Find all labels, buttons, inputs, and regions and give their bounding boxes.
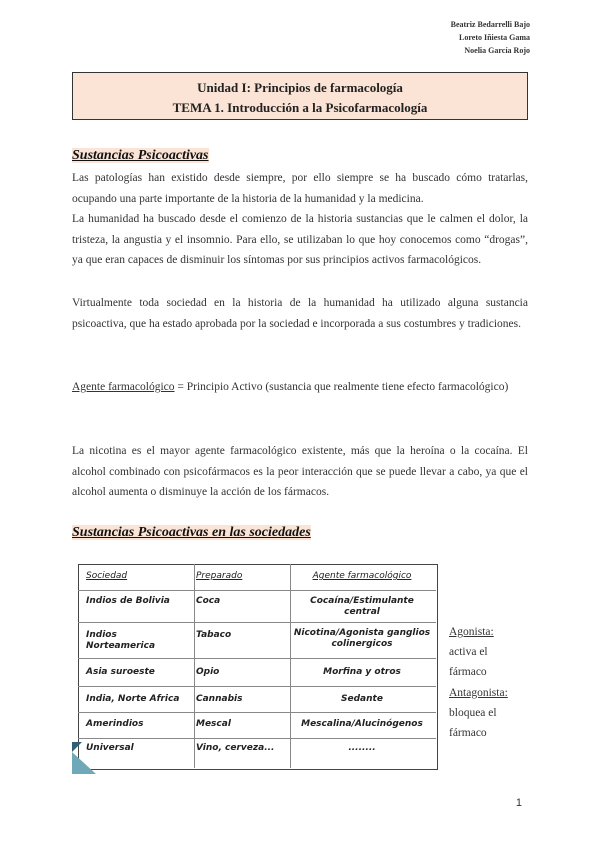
definition-paragraph [72, 377, 528, 398]
unit-title: Unidad I: Principios de farmacología [197, 80, 403, 95]
column-header: Sociedad [86, 571, 128, 581]
agonist-note [449, 622, 494, 682]
agent-cell: Cocaína/Estimulante central [310, 596, 414, 617]
society-cell: Amerindios [86, 719, 144, 729]
section-heading [72, 148, 209, 164]
agent-cell: Nicotina/Agonista ganglios colinergicos [293, 628, 431, 649]
table-row [78, 712, 436, 739]
defined-term: Agente farmacológico [72, 381, 175, 393]
author-name: Loreto Iñiesta Gama [459, 33, 530, 42]
table-row [78, 738, 436, 768]
corner-decoration-icon [72, 742, 112, 774]
paragraph: Virtualmente toda sociedad en la historia de la humanidad ha utilizado alguna sustancia psicoactiva, que ha estado aprobada por la sociedad e incorporada a sus costumbres y tradiciones. [72, 297, 528, 330]
agent-cell: Morfina y otros [323, 667, 401, 677]
preparation-cell: Opio [196, 667, 220, 677]
preparation-cell: Coca [196, 596, 221, 606]
title-box [72, 72, 528, 120]
note-label: Agonista: [449, 626, 494, 638]
topic-title: TEMA 1. Introducción a la Psicofarmacología [172, 100, 428, 115]
society-cell: Indios de Bolivia [86, 596, 170, 606]
paragraph: Las patologías han existido desde siempre, por ello siempre se ha buscado cómo tratarlas, ocupando una parte importante de la historia de la humanidad y la medicina. [72, 172, 528, 205]
authors-block [451, 18, 530, 57]
table-header-row [78, 564, 436, 591]
table-row [78, 590, 436, 623]
table-row [78, 686, 436, 713]
page-number: 1 [515, 797, 522, 809]
corner-triangle [72, 752, 96, 774]
section-heading-text: Sustancias Psicoactivas [72, 148, 209, 163]
preparation-cell: Tabaco [196, 630, 232, 640]
paragraph: La nicotina es el mayor agente farmacológico existente, más que la heroína o la cocaína. El alcohol combinado con psicofármacos es la peor interacción que se puede llevar a cabo, ya que el alcohol aumenta o disminuye la acción de los fármacos. [72, 445, 528, 498]
note-label: Antagonista: [449, 687, 508, 699]
society-cell: India, Norte Africa [86, 694, 180, 704]
society-cell: Asia suroeste [86, 667, 155, 677]
preparation-cell: Vino, cerveza... [196, 743, 275, 753]
preparation-cell: Mescal [196, 719, 231, 729]
antagonist-note [449, 683, 508, 743]
society-cell: Indios Norteamerica [86, 630, 156, 651]
agent-cell: Mescalina/Alucinógenos [301, 719, 423, 729]
table-row [78, 658, 436, 687]
author-name: Noelia García Rojo [464, 46, 530, 55]
agent-cell: ........ [348, 743, 376, 753]
table-row [78, 622, 436, 659]
substances-table [72, 564, 436, 770]
author-name: Beatriz Bedarrelli Bajo [450, 20, 530, 29]
section-heading [72, 525, 311, 541]
society-cell: Universal [86, 743, 134, 753]
definition-text: = Principio Activo (sustancia que realmente tiene efecto farmacológico) [174, 381, 509, 393]
paragraph: La humanidad ha buscado desde el comienzo de la historia sustancias que le calmen el dolor, la tristeza, la angustia y el insomnio. Para ello, se utilizaban lo que hoy conocemos como “drogas”, ya que eran capaces de disminuir los síntomas por sus principios activos farmacológicos. [72, 213, 528, 266]
agent-cell: Sedante [341, 694, 383, 704]
note-text: fármaco [449, 666, 487, 678]
section-heading-text: Sustancias Psicoactivas en las sociedades [72, 525, 311, 540]
note-text: bloquea el [449, 707, 497, 719]
column-header: Agente farmacológico [312, 571, 412, 581]
corner-triangle [72, 742, 82, 752]
preparation-cell: Cannabis [196, 694, 243, 704]
note-text: fármaco [449, 727, 487, 739]
column-header: Preparado [196, 571, 243, 581]
note-text: activa el [449, 646, 488, 658]
